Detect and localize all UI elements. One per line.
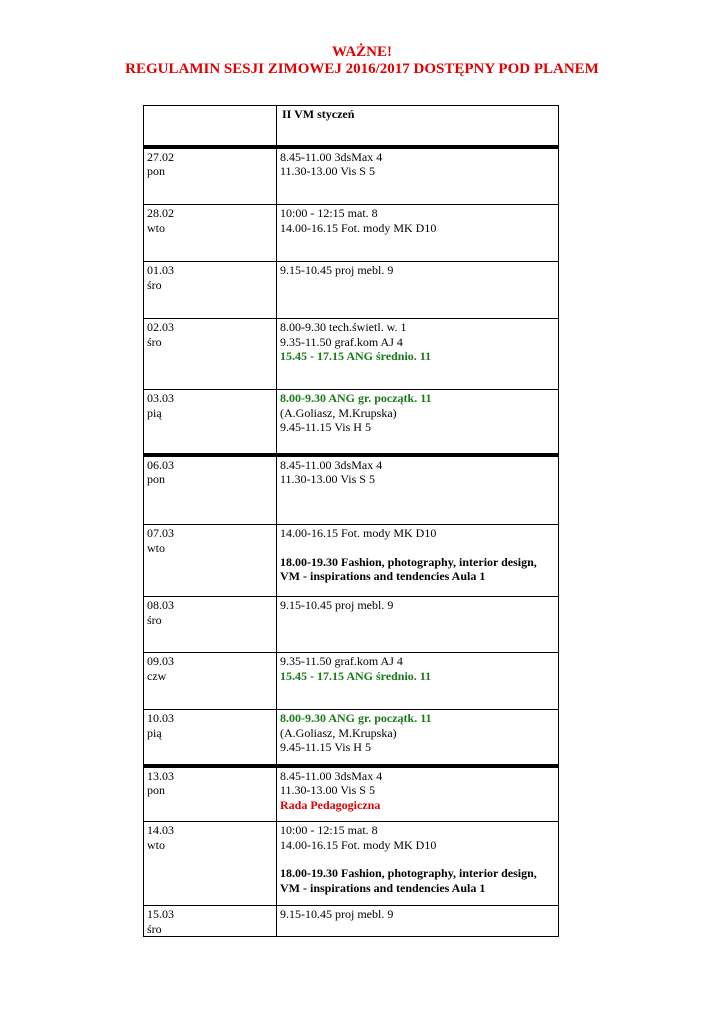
classes-cell — [277, 262, 559, 319]
classes-cell — [277, 319, 559, 390]
class-entry: 8.00-9.30 ANG gr. początk. 11 — [280, 711, 432, 725]
class-entry: 10:00 - 12:15 mat. 8 — [280, 206, 378, 220]
schedule-table — [143, 105, 559, 937]
table-row — [144, 390, 559, 455]
weekday-label: śro — [147, 277, 162, 292]
notice-important: WAŻNE! — [331, 44, 392, 60]
class-entry: 14.00-16.15 Fot. mody MK D10 — [280, 837, 437, 852]
classes-cell — [277, 390, 559, 455]
date-label: 27.02 — [147, 149, 174, 164]
date-label: 03.03 — [147, 391, 174, 405]
date-cell — [144, 390, 277, 455]
date-label: 07.03 — [147, 526, 174, 540]
date-label: 09.03 — [147, 654, 174, 668]
class-entry: 9.45-11.15 Vis H 5 — [280, 420, 371, 434]
date-label: 13.03 — [147, 768, 174, 783]
table-row — [144, 262, 559, 319]
class-entry: 10:00 - 12:15 mat. 8 — [280, 823, 378, 837]
table-row — [144, 597, 559, 653]
class-entry: 9.35-11.50 graf.kom AJ 4 — [280, 654, 403, 668]
class-entry: 18.00-19.30 Fashion, photography, interior design, — [280, 554, 537, 569]
date-cell — [144, 653, 277, 710]
date-label: 15.03 — [147, 907, 174, 921]
classes-cell — [277, 822, 559, 906]
class-entry: 15.45 - 17.15 ANG średnio. 11 — [280, 349, 432, 363]
class-entry: 9.15-10.45 proj mebl. 9 — [280, 907, 394, 921]
date-label: 01.03 — [147, 263, 174, 277]
date-cell — [144, 319, 277, 390]
class-entry: 8.45-11.00 3dsMax 4 — [280, 149, 383, 164]
header-empty-cell — [144, 106, 277, 147]
date-label: 06.03 — [147, 457, 174, 472]
table-row — [144, 822, 559, 906]
table-row — [144, 319, 559, 390]
table-row — [144, 147, 559, 205]
class-entry: 11.30-13.00 Vis S 5 — [280, 472, 375, 486]
weekday-label: śro — [147, 612, 162, 627]
table-row — [144, 455, 559, 525]
date-cell — [144, 455, 277, 525]
date-label: 28.02 — [147, 206, 174, 220]
weekday-label: śro — [147, 921, 162, 936]
table-row — [144, 205, 559, 262]
classes-cell — [277, 653, 559, 710]
class-entry: VM - inspirations and tendencies Aula 1 — [280, 880, 486, 895]
class-entry: 8.00-9.30 ANG gr. początk. 11 — [280, 391, 432, 405]
weekday-label: czw — [147, 668, 167, 683]
weekday-label: wto — [147, 220, 165, 235]
class-entry: VM - inspirations and tendencies Aula 1 — [280, 569, 486, 583]
classes-cell — [277, 906, 559, 937]
date-cell — [144, 766, 277, 822]
classes-cell — [277, 525, 559, 597]
weekday-label: wto — [147, 837, 165, 852]
date-cell — [144, 205, 277, 262]
table-row — [144, 653, 559, 710]
table-row — [144, 766, 559, 822]
weekday-label: wto — [147, 540, 165, 555]
date-label: 02.03 — [147, 320, 174, 334]
class-entry: 9.35-11.50 graf.kom AJ 4 — [280, 334, 403, 349]
weekday-label: pią — [147, 725, 162, 740]
weekday-label: pią — [147, 405, 162, 420]
meeting-note: Rada Pedagogiczna — [280, 797, 381, 812]
date-cell — [144, 710, 277, 766]
date-cell — [144, 597, 277, 653]
table-row — [144, 710, 559, 766]
class-entry: 11.30-13.00 Vis S 5 — [280, 164, 375, 178]
classes-cell — [277, 455, 559, 525]
notice-regulations: REGULAMIN SESJI ZIMOWEJ 2016/2017 DOSTĘPNY POD PLANEM — [125, 61, 599, 77]
weekday-label: pon — [147, 164, 165, 178]
classes-cell — [277, 710, 559, 766]
table-row — [144, 525, 559, 597]
date-cell — [144, 525, 277, 597]
classes-cell — [277, 205, 559, 262]
class-entry: 14.00-16.15 Fot. mody MK D10 — [280, 220, 437, 235]
class-entry: (A.Goliasz, M.Krupska) — [280, 725, 397, 740]
class-entry: 8.00-9.30 tech.świetl. w. 1 — [280, 320, 407, 334]
date-label: 14.03 — [147, 823, 174, 837]
notice-header — [0, 44, 724, 78]
class-entry: 14.00-16.15 Fot. mody MK D10 — [280, 526, 437, 540]
class-entry: (A.Goliasz, M.Krupska) — [280, 405, 397, 420]
date-cell — [144, 906, 277, 937]
date-label: 10.03 — [147, 711, 174, 725]
date-cell — [144, 262, 277, 319]
weekday-label: pon — [147, 783, 165, 797]
class-entry: 8.45-11.00 3dsMax 4 — [280, 457, 383, 472]
classes-cell — [277, 147, 559, 205]
class-entry: 9.15-10.45 proj mebl. 9 — [280, 263, 394, 277]
date-cell — [144, 147, 277, 205]
table-header-row — [144, 106, 559, 147]
class-entry: 15.45 - 17.15 ANG średnio. 11 — [280, 668, 432, 683]
schedule-title: II VM styczeń — [282, 107, 355, 121]
classes-cell — [277, 597, 559, 653]
class-entry: 11.30-13.00 Vis S 5 — [280, 783, 375, 797]
class-entry: 8.45-11.00 3dsMax 4 — [280, 768, 383, 783]
date-cell — [144, 822, 277, 906]
class-entry: 9.15-10.45 proj mebl. 9 — [280, 598, 394, 612]
table-row — [144, 906, 559, 937]
weekday-label: pon — [147, 472, 165, 486]
date-label: 08.03 — [147, 598, 174, 612]
class-entry: 18.00-19.30 Fashion, photography, interior design, — [280, 866, 537, 880]
class-entry: 9.45-11.15 Vis H 5 — [280, 740, 371, 754]
header-title-cell — [277, 106, 559, 147]
weekday-label: śro — [147, 334, 162, 349]
classes-cell — [277, 766, 559, 822]
